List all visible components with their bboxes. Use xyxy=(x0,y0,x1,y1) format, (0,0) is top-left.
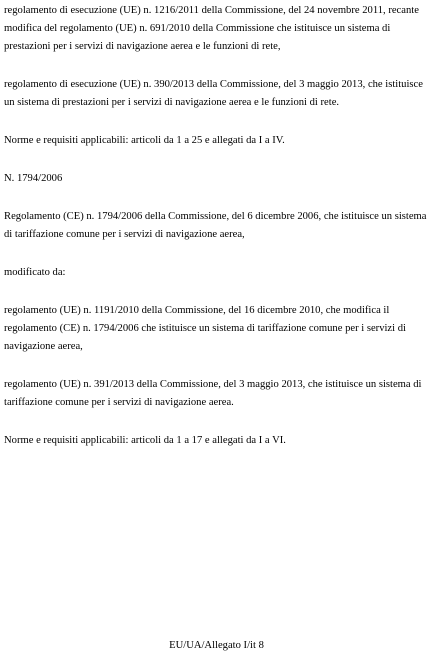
paragraph-regulation-1191-2010: regolamento (UE) n. 1191/2010 della Commissione, del 16 dicembre 2010, che modifica il regolamento (CE) n. 1794/2006 che istituisce un sistema di tariffazione comune per i servizi di navigazione aerea, xyxy=(4,305,406,352)
document-body xyxy=(4,2,430,470)
paragraph-regulation-1216-2011: regolamento di esecuzione (UE) n. 1216/2011 della Commissione, del 24 novembre 2011, recante modifica del regolamento (UE) n. 691/2010 della Commissione che istituisce un sistema di prestazioni per i servizi di navigazione aerea e le funzioni di rete, xyxy=(4,5,419,52)
paragraph-number-heading: N. 1794/2006 xyxy=(4,173,63,184)
page-footer: EU/UA/Allegato I/it 8 xyxy=(169,640,264,651)
paragraph-applicable-rules-1: Norme e requisiti applicabili: articoli da 1 a 25 e allegati da I a IV. xyxy=(4,135,285,146)
paragraph-regulation-390-2013: regolamento di esecuzione (UE) n. 390/2013 della Commissione, del 3 maggio 2013, che istituisce un sistema di prestazioni per i servizi di navigazione aerea e le funzioni di rete. xyxy=(4,79,423,108)
paragraph-amended-by: modificato da: xyxy=(4,267,66,278)
paragraph-regulation-391-2013: regolamento (UE) n. 391/2013 della Commissione, del 3 maggio 2013, che istituisce un sistema di tariffazione comune per i servizi di navigazione aerea. xyxy=(4,379,422,408)
paragraph-regulation-1794-2006: Regolamento (CE) n. 1794/2006 della Commissione, del 6 dicembre 2006, che istituisce un sistema di tariffazione comune per i servizi di navigazione aerea, xyxy=(4,211,427,240)
paragraph-applicable-rules-2: Norme e requisiti applicabili: articoli da 1 a 17 e allegati da I a VI. xyxy=(4,435,286,446)
